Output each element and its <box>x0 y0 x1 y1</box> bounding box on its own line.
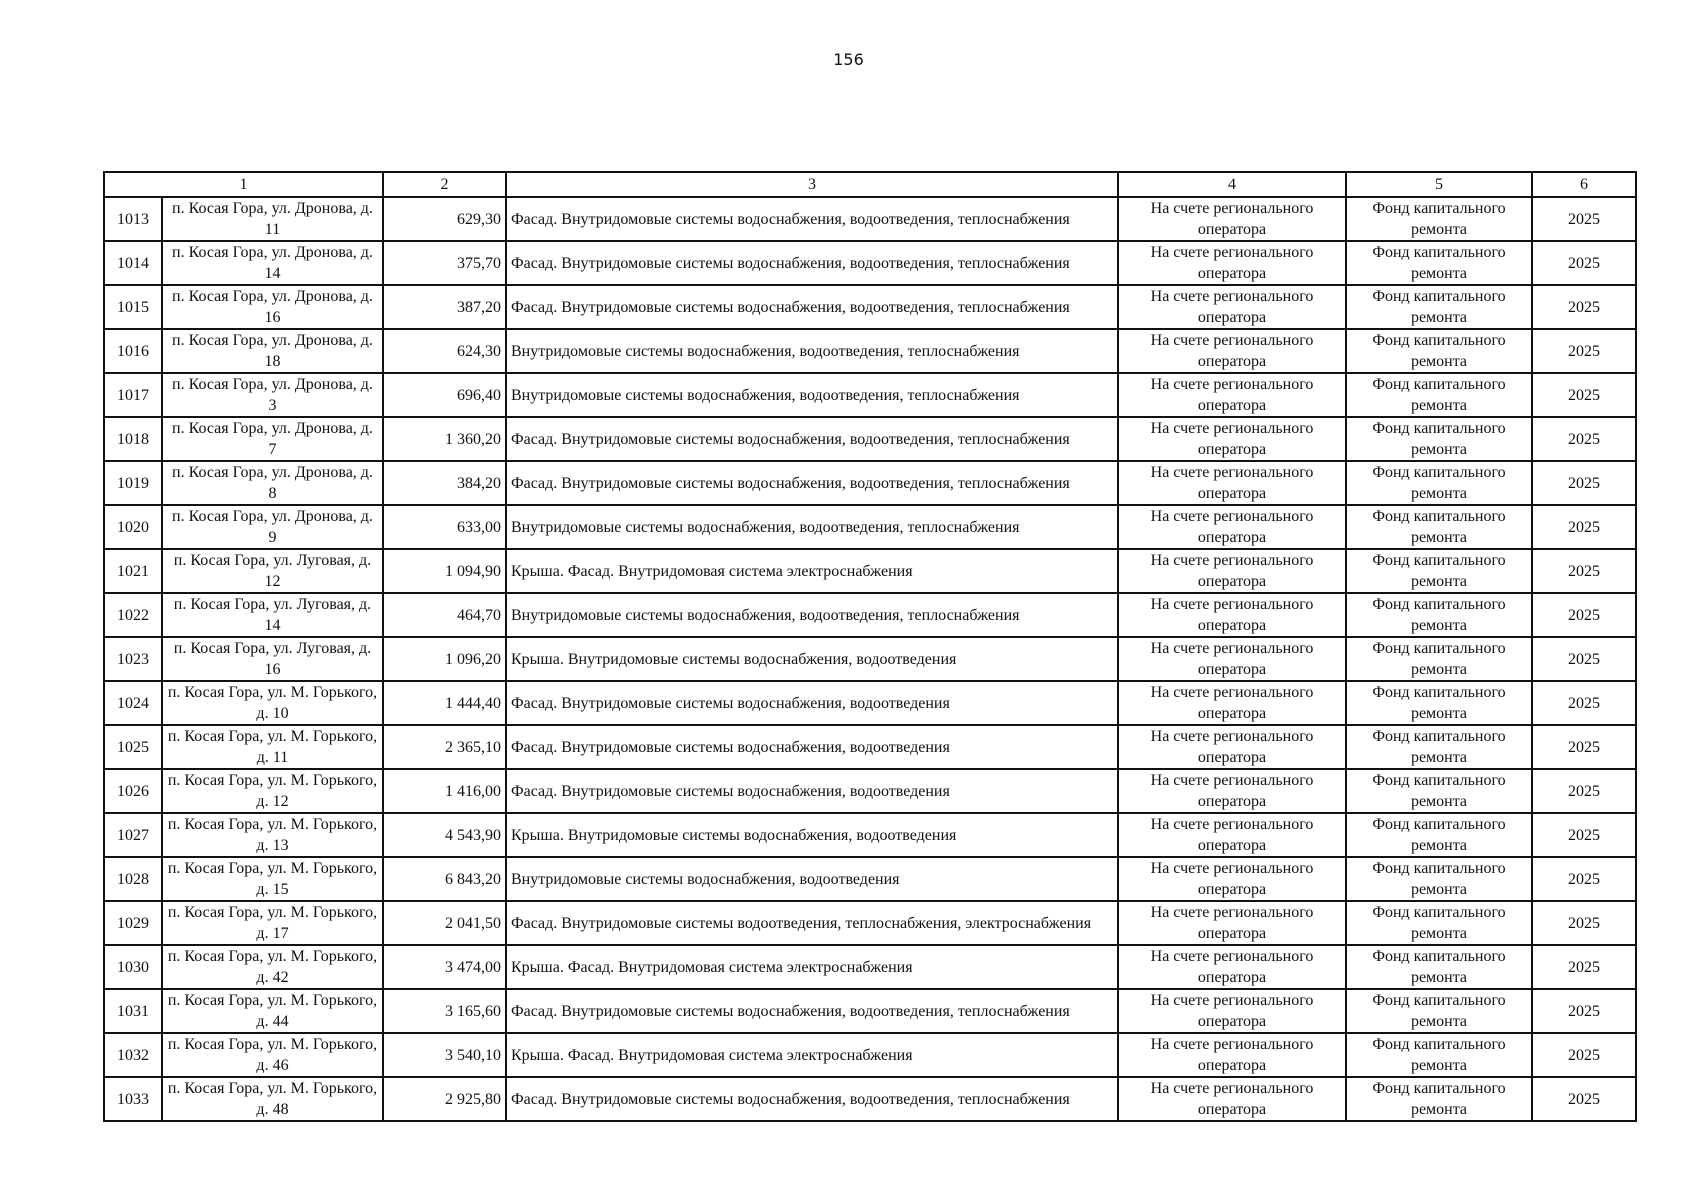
account-cell: На счете регионального оператора <box>1118 857 1346 901</box>
funding-source-cell: Фонд капитального ремонта <box>1346 329 1532 373</box>
account-cell: На счете регионального оператора <box>1118 725 1346 769</box>
area-cell: 384,20 <box>383 461 506 505</box>
account-cell: На счете регионального оператора <box>1118 593 1346 637</box>
table-row <box>104 901 1636 945</box>
account-cell: На счете регионального оператора <box>1118 197 1346 241</box>
funding-source-cell: Фонд капитального ремонта <box>1346 593 1532 637</box>
works-cell: Внутридомовые системы водоснабжения, водоотведения, теплоснабжения <box>506 593 1118 637</box>
funding-source-cell: Фонд капитального ремонта <box>1346 373 1532 417</box>
row-number: 1013 <box>104 197 162 241</box>
row-number: 1018 <box>104 417 162 461</box>
year-cell: 2025 <box>1532 329 1636 373</box>
works-cell: Фасад. Внутридомовые системы водоснабжения, водоотведения, теплоснабжения <box>506 461 1118 505</box>
funding-source-cell: Фонд капитального ремонта <box>1346 857 1532 901</box>
works-cell: Фасад. Внутридомовые системы водоснабжения, водоотведения, теплоснабжения <box>506 1077 1118 1121</box>
funding-source-cell: Фонд капитального ремонта <box>1346 769 1532 813</box>
works-cell: Фасад. Внутридомовые системы водоснабжения, водоотведения <box>506 725 1118 769</box>
table-row <box>104 857 1636 901</box>
works-cell: Фасад. Внутридомовые системы водоснабжения, водоотведения, теплоснабжения <box>506 989 1118 1033</box>
year-cell: 2025 <box>1532 725 1636 769</box>
area-cell: 629,30 <box>383 197 506 241</box>
area-cell: 1 094,90 <box>383 549 506 593</box>
area-cell: 2 925,80 <box>383 1077 506 1121</box>
works-cell: Крыша. Фасад. Внутридомовая система электроснабжения <box>506 549 1118 593</box>
works-cell: Внутридомовые системы водоснабжения, водоотведения <box>506 857 1118 901</box>
year-cell: 2025 <box>1532 945 1636 989</box>
works-cell: Крыша. Внутридомовые системы водоснабжения, водоотведения <box>506 637 1118 681</box>
funding-source-cell: Фонд капитального ремонта <box>1346 1033 1532 1077</box>
table-row <box>104 593 1636 637</box>
works-cell: Крыша. Внутридомовые системы водоснабжения, водоотведения <box>506 813 1118 857</box>
area-cell: 696,40 <box>383 373 506 417</box>
area-cell: 633,00 <box>383 505 506 549</box>
funding-source-cell: Фонд капитального ремонта <box>1346 637 1532 681</box>
account-cell: На счете регионального оператора <box>1118 241 1346 285</box>
account-cell: На счете регионального оператора <box>1118 989 1346 1033</box>
works-cell: Фасад. Внутридомовые системы водоснабжения, водоотведения, теплоснабжения <box>506 197 1118 241</box>
row-number: 1020 <box>104 505 162 549</box>
account-cell: На счете регионального оператора <box>1118 1077 1346 1121</box>
table-row <box>104 197 1636 241</box>
works-cell: Внутридомовые системы водоснабжения, водоотведения, теплоснабжения <box>506 505 1118 549</box>
address-cell: п. Косая Гора, ул. Дронова, д. 3 <box>162 373 383 417</box>
year-cell: 2025 <box>1532 461 1636 505</box>
works-cell: Внутридомовые системы водоснабжения, водоотведения, теплоснабжения <box>506 373 1118 417</box>
address-cell: п. Косая Гора, ул. М. Горького, д. 15 <box>162 857 383 901</box>
account-cell: На счете регионального оператора <box>1118 461 1346 505</box>
table-row <box>104 681 1636 725</box>
area-cell: 464,70 <box>383 593 506 637</box>
address-cell: п. Косая Гора, ул. М. Горького, д. 46 <box>162 1033 383 1077</box>
area-cell: 387,20 <box>383 285 506 329</box>
year-cell: 2025 <box>1532 197 1636 241</box>
funding-source-cell: Фонд капитального ремонта <box>1346 197 1532 241</box>
table-row <box>104 725 1636 769</box>
table-row <box>104 373 1636 417</box>
address-cell: п. Косая Гора, ул. М. Горького, д. 44 <box>162 989 383 1033</box>
address-cell: п. Косая Гора, ул. Луговая, д. 16 <box>162 637 383 681</box>
address-cell: п. Косая Гора, ул. Дронова, д. 11 <box>162 197 383 241</box>
row-number: 1032 <box>104 1033 162 1077</box>
year-cell: 2025 <box>1532 813 1636 857</box>
funding-source-cell: Фонд капитального ремонта <box>1346 505 1532 549</box>
area-cell: 3 540,10 <box>383 1033 506 1077</box>
year-cell: 2025 <box>1532 769 1636 813</box>
funding-source-cell: Фонд капитального ремонта <box>1346 461 1532 505</box>
table-row <box>104 769 1636 813</box>
funding-source-cell: Фонд капитального ремонта <box>1346 1077 1532 1121</box>
account-cell: На счете регионального оператора <box>1118 637 1346 681</box>
works-cell: Фасад. Внутридомовые системы водоснабжения, водоотведения <box>506 681 1118 725</box>
area-cell: 1 444,40 <box>383 681 506 725</box>
column-number-row <box>104 172 1636 197</box>
address-cell: п. Косая Гора, ул. М. Горького, д. 11 <box>162 725 383 769</box>
works-cell: Фасад. Внутридомовые системы водоотведения, теплоснабжения, электроснабжения <box>506 901 1118 945</box>
table-row <box>104 505 1636 549</box>
year-cell: 2025 <box>1532 1077 1636 1121</box>
address-cell: п. Косая Гора, ул. Дронова, д. 9 <box>162 505 383 549</box>
area-cell: 2 365,10 <box>383 725 506 769</box>
column-header-3: 3 <box>506 172 1118 197</box>
funding-source-cell: Фонд капитального ремонта <box>1346 901 1532 945</box>
account-cell: На счете регионального оператора <box>1118 681 1346 725</box>
year-cell: 2025 <box>1532 901 1636 945</box>
column-header-2: 2 <box>383 172 506 197</box>
address-cell: п. Косая Гора, ул. М. Горького, д. 13 <box>162 813 383 857</box>
row-number: 1023 <box>104 637 162 681</box>
works-cell: Фасад. Внутридомовые системы водоснабжения, водоотведения, теплоснабжения <box>506 241 1118 285</box>
account-cell: На счете регионального оператора <box>1118 1033 1346 1077</box>
row-number: 1016 <box>104 329 162 373</box>
funding-source-cell: Фонд капитального ремонта <box>1346 681 1532 725</box>
address-cell: п. Косая Гора, ул. М. Горького, д. 12 <box>162 769 383 813</box>
row-number: 1025 <box>104 725 162 769</box>
account-cell: На счете регионального оператора <box>1118 769 1346 813</box>
row-number: 1026 <box>104 769 162 813</box>
account-cell: На счете регионального оператора <box>1118 945 1346 989</box>
address-cell: п. Косая Гора, ул. Дронова, д. 8 <box>162 461 383 505</box>
funding-source-cell: Фонд капитального ремонта <box>1346 945 1532 989</box>
row-number: 1028 <box>104 857 162 901</box>
column-header-5: 5 <box>1346 172 1532 197</box>
table-row <box>104 329 1636 373</box>
year-cell: 2025 <box>1532 857 1636 901</box>
year-cell: 2025 <box>1532 681 1636 725</box>
table-row <box>104 417 1636 461</box>
table-row <box>104 989 1636 1033</box>
row-number: 1029 <box>104 901 162 945</box>
works-cell: Крыша. Фасад. Внутридомовая система электроснабжения <box>506 1033 1118 1077</box>
year-cell: 2025 <box>1532 593 1636 637</box>
account-cell: На счете регионального оператора <box>1118 901 1346 945</box>
funding-source-cell: Фонд капитального ремонта <box>1346 241 1532 285</box>
column-header-6: 6 <box>1532 172 1636 197</box>
year-cell: 2025 <box>1532 241 1636 285</box>
works-cell: Крыша. Фасад. Внутридомовая система электроснабжения <box>506 945 1118 989</box>
account-cell: На счете регионального оператора <box>1118 329 1346 373</box>
year-cell: 2025 <box>1532 637 1636 681</box>
area-cell: 1 096,20 <box>383 637 506 681</box>
area-cell: 375,70 <box>383 241 506 285</box>
address-cell: п. Косая Гора, ул. Дронова, д. 7 <box>162 417 383 461</box>
works-cell: Фасад. Внутридомовые системы водоснабжения, водоотведения, теплоснабжения <box>506 417 1118 461</box>
year-cell: 2025 <box>1532 505 1636 549</box>
column-header-4: 4 <box>1118 172 1346 197</box>
row-number: 1014 <box>104 241 162 285</box>
page-number: 156 <box>833 50 864 69</box>
repair-registry-table <box>103 171 1637 1122</box>
table-row <box>104 813 1636 857</box>
funding-source-cell: Фонд капитального ремонта <box>1346 813 1532 857</box>
address-cell: п. Косая Гора, ул. М. Горького, д. 17 <box>162 901 383 945</box>
address-cell: п. Косая Гора, ул. Дронова, д. 14 <box>162 241 383 285</box>
funding-source-cell: Фонд капитального ремонта <box>1346 417 1532 461</box>
address-cell: п. Косая Гора, ул. Луговая, д. 12 <box>162 549 383 593</box>
area-cell: 4 543,90 <box>383 813 506 857</box>
area-cell: 1 416,00 <box>383 769 506 813</box>
area-cell: 1 360,20 <box>383 417 506 461</box>
address-cell: п. Косая Гора, ул. Дронова, д. 18 <box>162 329 383 373</box>
funding-source-cell: Фонд капитального ремонта <box>1346 989 1532 1033</box>
address-cell: п. Косая Гора, ул. Луговая, д. 14 <box>162 593 383 637</box>
row-number: 1019 <box>104 461 162 505</box>
area-cell: 624,30 <box>383 329 506 373</box>
table-row <box>104 461 1636 505</box>
account-cell: На счете регионального оператора <box>1118 373 1346 417</box>
table-row <box>104 1077 1636 1121</box>
works-cell: Внутридомовые системы водоснабжения, водоотведения, теплоснабжения <box>506 329 1118 373</box>
area-cell: 6 843,20 <box>383 857 506 901</box>
table-row <box>104 945 1636 989</box>
year-cell: 2025 <box>1532 417 1636 461</box>
address-cell: п. Косая Гора, ул. М. Горького, д. 10 <box>162 681 383 725</box>
column-header-1: 1 <box>104 172 383 197</box>
table-row <box>104 1033 1636 1077</box>
address-cell: п. Косая Гора, ул. Дронова, д. 16 <box>162 285 383 329</box>
funding-source-cell: Фонд капитального ремонта <box>1346 285 1532 329</box>
area-cell: 3 474,00 <box>383 945 506 989</box>
row-number: 1031 <box>104 989 162 1033</box>
row-number: 1022 <box>104 593 162 637</box>
table-row <box>104 241 1636 285</box>
funding-source-cell: Фонд капитального ремонта <box>1346 549 1532 593</box>
row-number: 1027 <box>104 813 162 857</box>
area-cell: 3 165,60 <box>383 989 506 1033</box>
year-cell: 2025 <box>1532 989 1636 1033</box>
account-cell: На счете регионального оператора <box>1118 417 1346 461</box>
row-number: 1033 <box>104 1077 162 1121</box>
account-cell: На счете регионального оператора <box>1118 549 1346 593</box>
table-row <box>104 637 1636 681</box>
year-cell: 2025 <box>1532 1033 1636 1077</box>
area-cell: 2 041,50 <box>383 901 506 945</box>
row-number: 1024 <box>104 681 162 725</box>
address-cell: п. Косая Гора, ул. М. Горького, д. 48 <box>162 1077 383 1121</box>
row-number: 1015 <box>104 285 162 329</box>
account-cell: На счете регионального оператора <box>1118 813 1346 857</box>
row-number: 1017 <box>104 373 162 417</box>
row-number: 1030 <box>104 945 162 989</box>
account-cell: На счете регионального оператора <box>1118 285 1346 329</box>
funding-source-cell: Фонд капитального ремонта <box>1346 725 1532 769</box>
works-cell: Фасад. Внутридомовые системы водоснабжения, водоотведения, теплоснабжения <box>506 285 1118 329</box>
year-cell: 2025 <box>1532 373 1636 417</box>
table-row <box>104 549 1636 593</box>
row-number: 1021 <box>104 549 162 593</box>
year-cell: 2025 <box>1532 549 1636 593</box>
address-cell: п. Косая Гора, ул. М. Горького, д. 42 <box>162 945 383 989</box>
account-cell: На счете регионального оператора <box>1118 505 1346 549</box>
table-row <box>104 285 1636 329</box>
works-cell: Фасад. Внутридомовые системы водоснабжения, водоотведения <box>506 769 1118 813</box>
year-cell: 2025 <box>1532 285 1636 329</box>
